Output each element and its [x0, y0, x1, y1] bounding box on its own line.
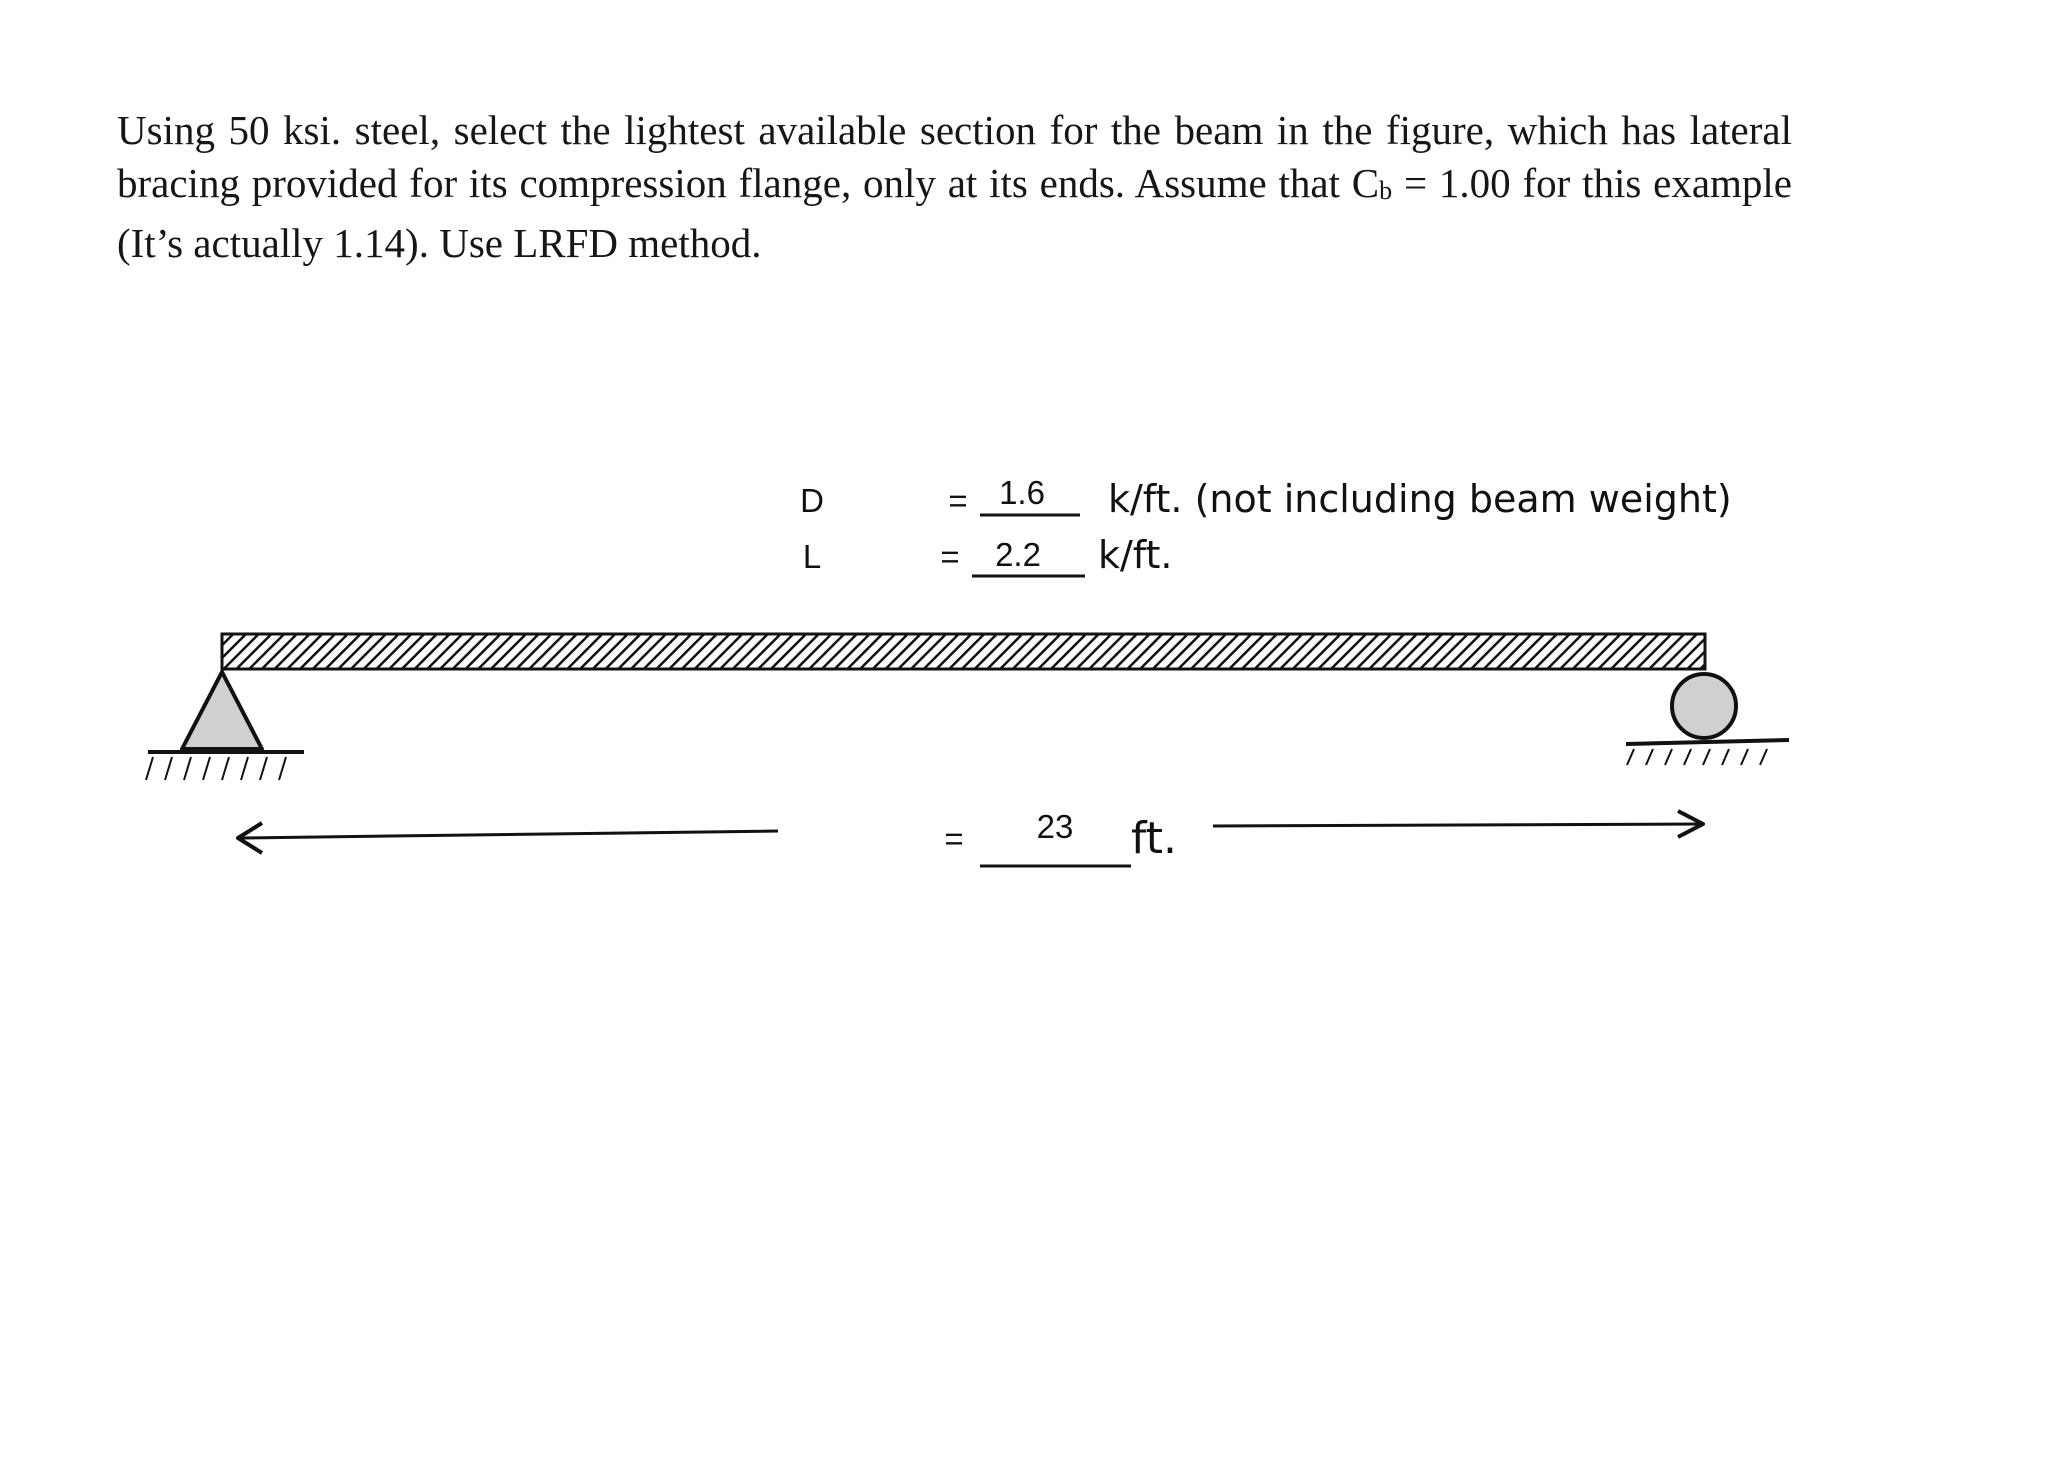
span-unit: ft.	[1131, 813, 1177, 864]
pin-support-icon	[146, 672, 304, 780]
roller-support-icon	[1626, 674, 1789, 765]
span-value: 23	[1036, 808, 1074, 845]
problem-text-start: Using 50 ksi. steel, select the lightest available section for the beam in the figure, which has lateral bracing provided for its compression flange, only at its ends. Assume that C	[117, 107, 1792, 206]
dead-load-unit: k/ft. (not including beam weight)	[1108, 477, 1732, 521]
live-load-value: 2.2	[995, 536, 1041, 573]
span-arrow-right	[1213, 811, 1703, 837]
problem-text-end: = 1.00 for this example (It’s actually 1.14). Use LRFD method.	[117, 160, 1793, 266]
span-equals: =	[944, 820, 964, 857]
dead-load-value: 1.6	[999, 474, 1045, 511]
dead-load-equals: =	[948, 482, 968, 519]
beam	[222, 634, 1705, 669]
span-arrow-left	[238, 823, 778, 853]
live-load-symbol: L	[802, 538, 822, 575]
dead-load-symbol: D	[800, 482, 824, 519]
live-load-equals: =	[940, 538, 960, 575]
live-load-unit: k/ft.	[1098, 533, 1173, 577]
cb-subscript: b	[1379, 176, 1393, 205]
